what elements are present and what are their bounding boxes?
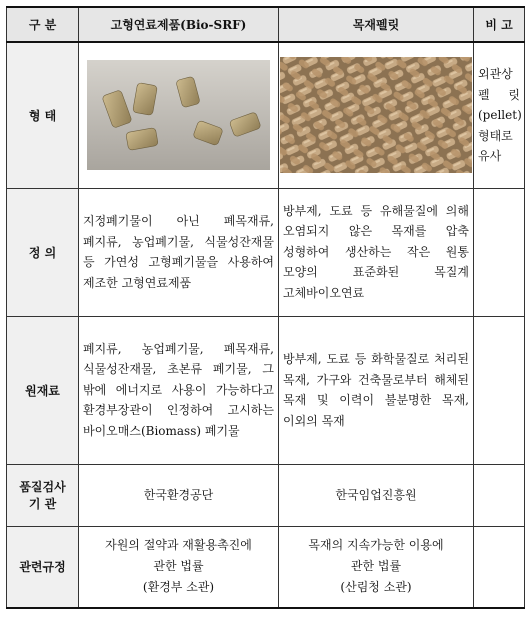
- header-remarks: 비 고: [474, 7, 525, 42]
- pellet-definition-cell: [279, 188, 474, 316]
- pellet-regulation-line2: 관한 법률: [350, 559, 402, 574]
- shape-note-cell: [474, 42, 525, 188]
- srf-definition: 지정폐기물이 아닌 폐목재류, 폐지류, 농업폐기물, 식물성잔재물 등 가연성 고형폐기물을 사용하여 제조한 고형연료제품: [83, 214, 274, 290]
- row-label-shape: 형 태: [7, 42, 79, 188]
- row-regulation: [7, 526, 525, 608]
- srf-material: 폐지류, 농업폐기물, 폐목재류, 식물성잔재물, 초본류 폐기물, 그 밖에 에너지로 사용이 가능하다고 환경부장관이 인정하여 고시하는 바이오매스(Biomass) 폐기물: [83, 341, 274, 438]
- pellet-regulation-line1: 목재의 지속가능한 이용에: [308, 538, 444, 553]
- inspection-label-line1: 품질검사: [19, 480, 66, 494]
- row-label-inspection: [7, 464, 79, 526]
- comparison-table: [6, 6, 525, 609]
- inspection-note-cell: [474, 464, 525, 526]
- pellet-regulation-line3: (산림청 소관): [340, 580, 412, 595]
- row-shape: [7, 42, 525, 188]
- pellet-definition: 방부제, 도료 등 유해물질에 의해 오염되지 않은 목재를 압축 성형하여 생산하는 작은 원통 모양의 표준화된 목질계 고체바이오연료: [283, 203, 469, 300]
- wood-photo-cell: [279, 42, 474, 188]
- srf-definition-cell: [79, 188, 279, 316]
- row-label-material: 원재료: [7, 316, 79, 464]
- pellet-material-cell: [279, 316, 474, 464]
- row-inspection: [7, 464, 525, 526]
- srf-regulation-line3: (환경부 소관): [142, 580, 215, 595]
- header-row: [7, 7, 525, 42]
- srf-inspection-agency: 한국환경공단: [79, 464, 279, 526]
- pellet-regulation: [279, 526, 474, 608]
- srf-regulation-line1: 자원의 절약과 재활용촉진에: [105, 538, 252, 553]
- wood-pellets-photo: [280, 57, 472, 173]
- inspection-label-line2: 기 관: [28, 497, 57, 511]
- header-bio-srf: 고형연료제품(Bio-SRF): [79, 7, 279, 42]
- row-material: [7, 316, 525, 464]
- srf-regulation-line2: 관한 법률: [153, 559, 204, 574]
- material-note-cell: [474, 316, 525, 464]
- row-label-definition: 정 의: [7, 188, 79, 316]
- srf-pellets-photo: [87, 60, 270, 170]
- srf-photo-cell: [79, 42, 279, 188]
- row-definition: [7, 188, 525, 316]
- pellet-material: 방부제, 도료 등 화학물질로 처리된 목재, 가구와 건축물로부터 해체된 목재 및 이력이 불분명한 목재, 이외의 목재: [283, 352, 469, 428]
- header-wood-pellet: 목재펠릿: [279, 7, 474, 42]
- pellet-inspection-agency: 한국임업진흥원: [279, 464, 474, 526]
- shape-note: 외관상 펠 릿 (pellet) 형태로 유사: [478, 67, 522, 163]
- regulation-note-cell: [474, 526, 525, 608]
- srf-regulation: [79, 526, 279, 608]
- srf-material-cell: [79, 316, 279, 464]
- row-label-regulation: 관련규정: [7, 526, 79, 608]
- header-category: 구 분: [7, 7, 79, 42]
- definition-note-cell: [474, 188, 525, 316]
